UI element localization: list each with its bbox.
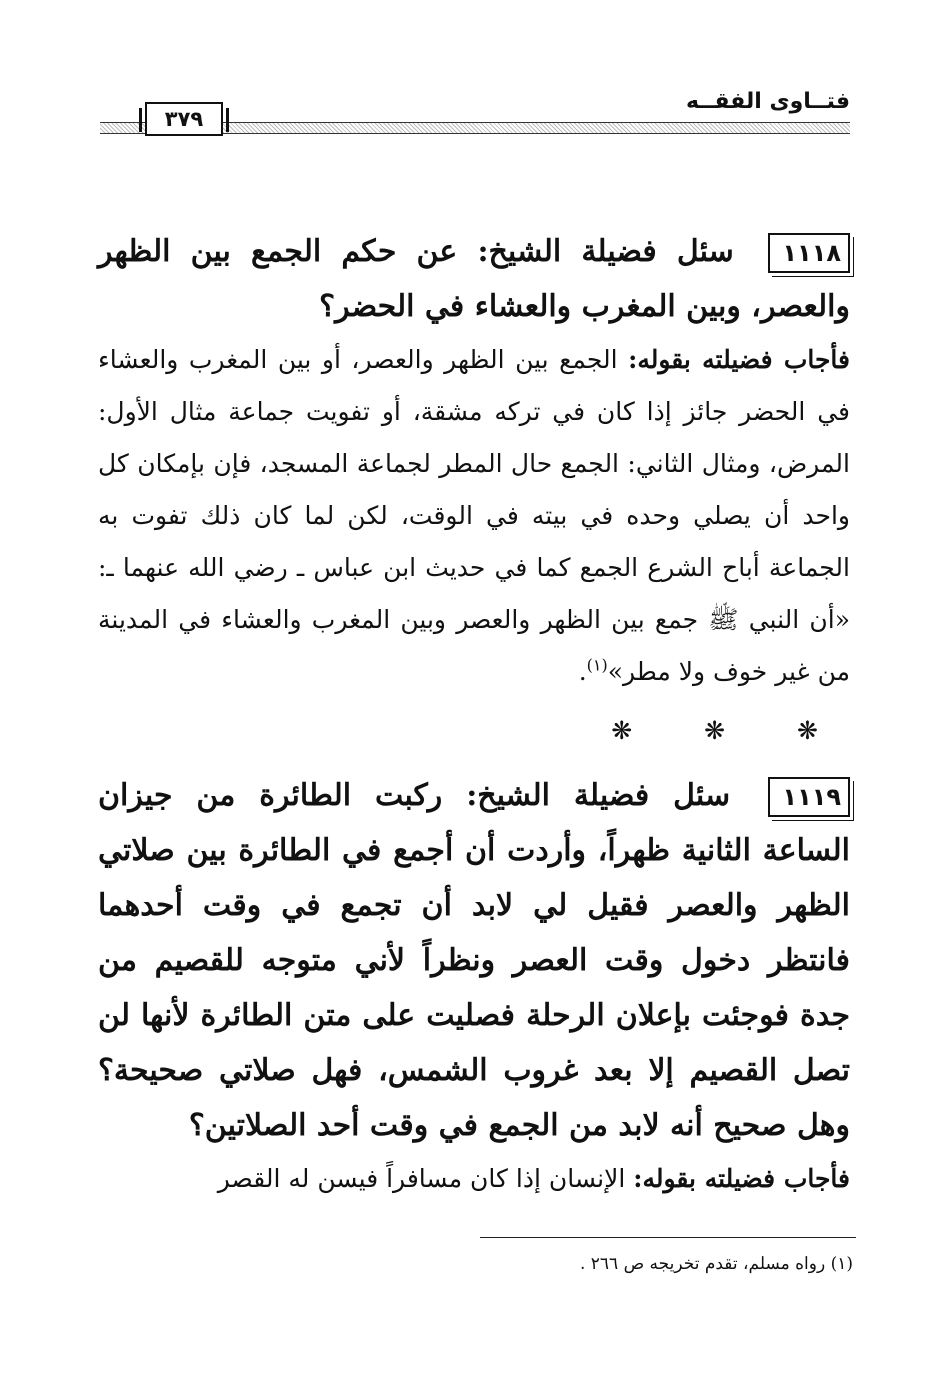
fatwa-number-badge: ١١١٨: [768, 233, 850, 273]
fatwa-question: [98, 224, 850, 334]
section-separator: ❋ ❋ ❋: [611, 716, 850, 745]
question-text: سئل فضيلة الشيخ: عن حكم الجمع بين الظهر والعصر، وبين المغرب والعشاء في الحضر؟: [98, 234, 850, 324]
answer-text: الجمع بين الظهر والعصر، أو بين المغرب والعشاء في الحضر جائز إذا كان في تركه مشقة، أو تفويت جماعة مثال الأول: المرض، ومثال الثاني: الجمع حال المطر لجماعة المسجد، فإن بإمكان كل واحد أن يصلي وحده في بيته في الوقت، لكن لما كان ذلك تفوت به الجماعة أباح الشرع الجمع كما في حديث ابن عباس ـ رضي الله عنهما ـ: «أن النبي ﷺ جمع بين الظهر والعصر وبين المغرب والعشاء في المدينة من غير خوف ولا مطر»: [98, 345, 850, 686]
page-body: [98, 224, 850, 1205]
question-text: سئل فضيلة الشيخ: ركبت الطائرة من جيزان الساعة الثانية ظهراً، وأردت أن أجمع في الطائرة بين صلاتي الظهر والعصر فقيل لي لابد أن تجمع في وقت أحدهما فانتظر دخول وقت العصر ونظراً لأني متوجه للقصيم من جدة فوجئت بإعلان الرحلة فصليت على متن الطائرة لأنها لن تصل القصيم إلا بعد غروب الشمس، فهل صلاتي صحيحة؟ وهل صحيح أنه لابد من الجمع في وقت أحد الصلاتين؟: [98, 778, 850, 1143]
answer-lead: فأجاب فضيلته بقوله:: [633, 1164, 850, 1193]
answer-end: .: [578, 657, 587, 686]
fatwa-answer: [98, 334, 850, 698]
answer-text: الإنسان إذا كان مسافراً فيسن له القصر: [217, 1164, 626, 1193]
footnote-divider: [480, 1237, 856, 1238]
page-header: [100, 88, 850, 142]
book-title: فتــاوى الفقــه: [685, 89, 850, 114]
page-number: ٣٧٩: [145, 102, 223, 136]
fatwa-number-badge: ١١١٩: [768, 777, 850, 817]
footnote: (١) رواه مسلم، تقدم تخريجه ص ٢٦٦ .: [579, 1254, 853, 1274]
fatwa-answer: [98, 1153, 850, 1205]
answer-lead: فأجاب فضيلته بقوله:: [628, 345, 851, 374]
footnote-reference: (١): [586, 655, 608, 675]
fatwa-question: [98, 768, 850, 1153]
